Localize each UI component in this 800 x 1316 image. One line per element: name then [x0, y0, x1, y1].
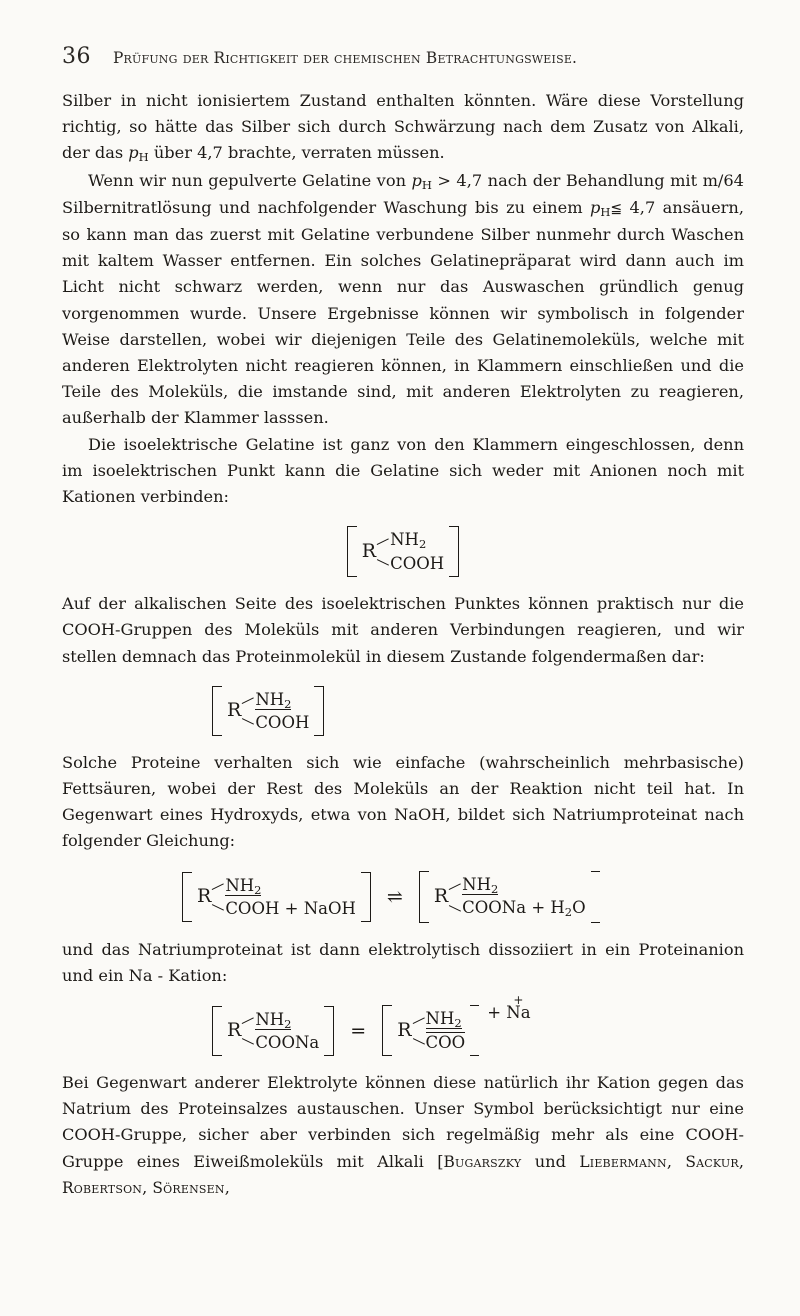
- ph-symbol-2: p: [411, 170, 422, 190]
- bracket-group-4-left: [212, 1006, 334, 1056]
- paragraph-1-text-a: Silber in nicht ionisiertem Zustand enthalten könnten. Wäre diese Vorstellung richtig, so hätte das Silber sich durch Schwärzung nach dem Zusatz von Alkali, der das: [62, 91, 744, 163]
- paragraph-2-text-b: > 4,7 nach der Behandlung mit m/64 Silbernitratlösung und nachfolgender Waschung bis zu einem: [62, 170, 744, 217]
- paragraph-1-text-b: über 4,7 brachte, verraten müssen.: [148, 143, 445, 163]
- branch-amine-4-left: $NH_2$: [255, 1009, 292, 1031]
- equilibrium-arrow-icon: ⇌: [386, 885, 403, 908]
- branch-amine-3-left: $NH_2$: [225, 875, 262, 897]
- bracket-right-icon-5: [324, 1006, 334, 1056]
- paragraph-2-text-c: 4,7 ansäuern, so kann man das zuerst mit Gelatine verbundene Silber nunmehr durch Waschen mit kaltem Wasser entfernen. Ein solches Gelatinepräparat wird dann auch im Licht nicht schwarz werden, wenn nur das Auswaschen gründlich genug vorgenommen wurde. Unsere Ergebnisse können wir symbolisch in folgender Weise darstellen, wobei wir diejenigen Teile des Gelatinemoleküls, welche mit anderen Elektrolyten nicht reagieren können, in Klammern einschließen und die Teile des Moleküls, die imstande sind, mit anderen Elektrolyten zu reagieren, außerhalb der Klammer lasssen.: [62, 197, 744, 428]
- citation-name-5: Sörensen: [152, 1178, 225, 1197]
- citation-name-3: Sackur: [685, 1152, 739, 1171]
- running-head: Prüfung der Richtigkeit der chemischen Betrachtungsweise.: [113, 49, 578, 67]
- branch-carboxyl-1: COOH: [390, 554, 445, 574]
- branch-amine-2: $NH_2$: [255, 689, 292, 711]
- paragraph-6: und das Natriumproteinat ist dann elektrolytisch dissoziiert in ein Proteinanion und ein Na - Kation:: [62, 939, 744, 985]
- formula-dissociation: [62, 993, 744, 1056]
- branches-3-right: [462, 875, 586, 919]
- fork-lines-icon-2: [242, 690, 255, 732]
- page-number: 36: [62, 44, 91, 69]
- r-symbol-2: R: [227, 699, 242, 722]
- bracket-left-icon-4: [419, 871, 429, 923]
- ph-subscript-2: H: [421, 177, 432, 192]
- bracket-right-icon-6: [470, 1005, 479, 1056]
- branches-3-left: [225, 876, 356, 918]
- citation-name-1: Bugarszky: [443, 1152, 522, 1171]
- paragraph-3: Die isoelektrische Gelatine ist ganz von den Klammern eingeschlossen, denn im isoelektrischen Punkt kann die Gelatine sich weder mit Anionen noch mit Kationen verbinden:: [62, 434, 744, 507]
- paragraph-7-text-a: Bei Gegenwart anderer Elektrolyte können diese natürlich ihr Kation gegen das Natrium des Proteinsalzes austauschen. Unser Symbol berücksichtigt nur eine COOH-Gruppe, sicher aber verbinden sich regelmäßig mehr als eine COOH-Gruppe eines Eiweißmoleküls mit Alkali [: [62, 1073, 744, 1171]
- sodium-cation: + Na: [506, 993, 531, 1023]
- r-group-3-left: [195, 872, 358, 922]
- ph-symbol-3: p: [589, 197, 601, 217]
- branch-carboxylate-4-right: COO: [425, 1033, 466, 1053]
- branch-carboxyl-2: COOH: [255, 712, 310, 732]
- branches-1: [390, 530, 444, 573]
- branch-carboxylate-3-right: COONa + $H_2O$: [462, 897, 586, 919]
- formula-isoelectric: [62, 526, 744, 577]
- bracket-group-1: [347, 526, 459, 577]
- bracket-right-icon-4: [591, 871, 600, 923]
- paragraph-4: Auf der alkalischen Seite des isoelektrischen Punktes können praktisch nur die COOH-Gruppen des Moleküls mit anderen Verbindungen reagieren, und wir stellen demnach das Proteinmolekül in diesem Zustande folgendermaßen dar:: [62, 594, 744, 666]
- page-header: [62, 44, 748, 69]
- branch-amine-1: $NH_2$: [390, 530, 427, 552]
- paragraph-7: Bei Gegenwart anderer Elektrolyte können diese natürlich ihr Kation gegen das Natrium des Proteinsalzes austauschen. Unser Symbol berücksichtigt nur eine COOH-Gruppe, sicher aber verbinden sich regelmäßig mehr als eine COOH-Gruppe eines Eiweißmoleküls mit Alkali [Bugarszky und Liebermann, Sackur, Robertson, Sörensen,: [62, 1073, 745, 1197]
- r-symbol-3-right: R: [433, 885, 449, 908]
- less-equal-symbol: ≦: [610, 200, 623, 217]
- citation-name-2: Liebermann: [579, 1152, 667, 1171]
- r-symbol-4-right: R: [397, 1019, 412, 1042]
- bracket-left-icon-2: [212, 686, 222, 736]
- bracket-left-icon: [347, 526, 357, 577]
- paragraph-2-text-a: Wenn wir nun gepulverte Gelatine von: [88, 170, 412, 190]
- paragraph-2: [62, 168, 744, 432]
- bracket-group-3-right: [419, 871, 600, 923]
- formula-alkaline-side: [62, 686, 744, 736]
- r-symbol-4-left: R: [227, 1019, 242, 1042]
- formula-naoh-reaction: [62, 871, 744, 923]
- bracket-right-icon-2: [314, 686, 324, 736]
- page-body: [62, 88, 744, 1201]
- bracket-right-icon: [449, 526, 459, 577]
- bracket-left-icon-3: [182, 872, 192, 922]
- ph-symbol-1: p: [128, 143, 139, 163]
- bracket-right-icon-3: [361, 872, 371, 922]
- fork-lines-icon-3-left: [212, 876, 225, 918]
- paragraph-5: Solche Proteine verhalten sich wie einfache (wahrscheinlich mehrbasische) Fettsäuren, wobei der Rest des Moleküls an der Reaktion nicht teil hat. In Gegenwart eines Hydroxyds, etwa von NaOH, bildet sich Natriumproteinat nach folgender Gleichung:: [62, 752, 744, 851]
- branch-carboxylate-4-left: COONa: [255, 1032, 320, 1052]
- fork-lines-icon-1: [377, 530, 390, 573]
- citation-name-4: Robertson: [62, 1178, 143, 1197]
- fork-lines-icon-4-left: [242, 1010, 255, 1052]
- fork-lines-icon-4-right: [413, 1009, 426, 1052]
- paragraph-1: [62, 88, 744, 168]
- r-group-3-right: [432, 871, 588, 923]
- bracket-left-icon-6: [382, 1005, 392, 1056]
- branch-carboxyl-3-left: COOH + NaOH: [225, 898, 356, 918]
- branches-4-right: [426, 1009, 466, 1052]
- ph-subscript-1: H: [138, 150, 149, 165]
- bracket-group-3-left: [182, 872, 371, 922]
- equals-sign: =: [350, 1019, 367, 1042]
- r-group-4-left: [225, 1006, 321, 1056]
- branch-amine-3-right: $NH_2$: [462, 874, 499, 896]
- fork-lines-icon-3-right: [449, 875, 462, 919]
- r-symbol-1: R: [361, 540, 377, 563]
- r-group-1: [360, 526, 446, 577]
- ph-subscript-3: H: [600, 204, 611, 219]
- r-group-4-right: [395, 1005, 467, 1056]
- sodium-ion-term: + + Na: [487, 993, 531, 1023]
- r-symbol-3-left: R: [197, 885, 212, 908]
- branch-amine-4-right: $NH_2$: [425, 1009, 462, 1031]
- branches-2: [255, 690, 309, 732]
- branches-4-left: [255, 1010, 319, 1052]
- bracket-left-icon-5: [212, 1006, 222, 1056]
- r-group-2: [225, 686, 311, 736]
- bracket-group-2: [212, 686, 324, 736]
- bracket-group-4-right: [382, 993, 531, 1056]
